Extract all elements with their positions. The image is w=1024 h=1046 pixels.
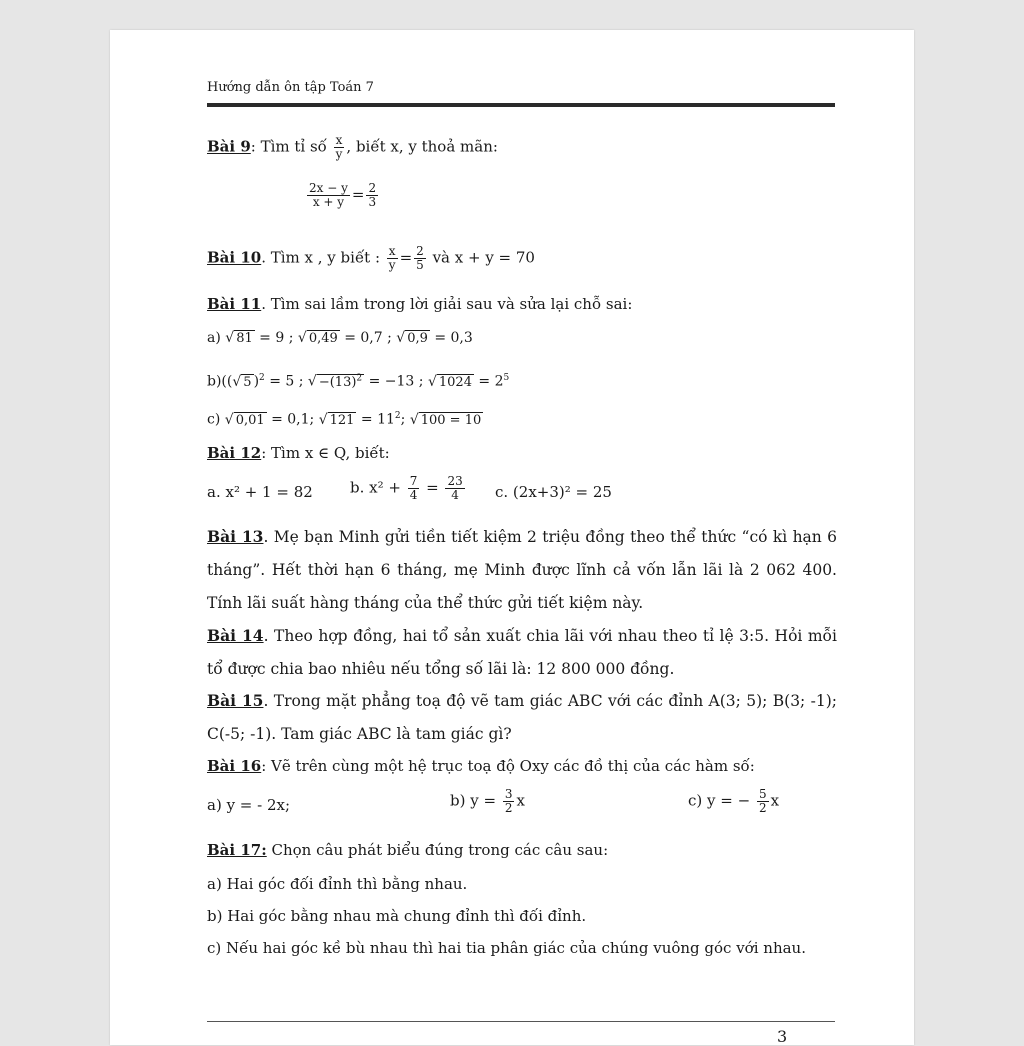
problem-16-item-a: a) y = - 2x; xyxy=(207,796,291,814)
item-b-prefix: b) y = xyxy=(450,791,501,810)
problem-13 xyxy=(207,520,837,620)
sqrt-0-9-result: = 0,3 xyxy=(429,330,473,346)
denominator: 4 xyxy=(409,488,418,502)
fraction-5-2 xyxy=(757,788,769,815)
fraction-7-4 xyxy=(408,475,420,502)
problem-9-text-b: , biết x, y thoả mãn: xyxy=(346,137,498,156)
numerator: 7 xyxy=(409,474,418,488)
variable: x xyxy=(770,791,780,810)
problem-9 xyxy=(207,134,498,161)
problem-10 xyxy=(207,245,535,272)
sqrt-neg-13-squared: √ $-(13)^2$ xyxy=(307,373,363,390)
sqrt-1024-result: = 2 xyxy=(473,373,504,390)
problem-10-lhs-fraction xyxy=(387,245,398,272)
item-a-prefix: a) xyxy=(207,330,226,346)
ratio-fraction xyxy=(334,134,345,161)
problem-17-label: Bài 17: xyxy=(207,841,267,859)
sqrt-5-result: = 5 ; xyxy=(264,373,308,390)
denominator: 2 xyxy=(758,801,767,815)
problem-10-rhs-fraction xyxy=(414,245,426,272)
radicand: 81 xyxy=(236,331,253,346)
lhs-denominator: x + y xyxy=(312,195,345,209)
rhs-numerator: 2 xyxy=(368,181,377,195)
sqrt-121: √ 121 xyxy=(318,411,355,428)
problem-9-label: Bài 9 xyxy=(207,137,251,156)
exponent: 2 xyxy=(259,373,265,383)
problem-9-text-a: : Tìm tỉ số xyxy=(250,137,332,156)
exponent: 2 xyxy=(394,411,401,421)
page-number: 3 xyxy=(777,1027,788,1046)
header-title: Hướng dẫn ôn tập Toán 7 xyxy=(207,80,374,95)
problem-11-label: Bài 11 xyxy=(207,295,262,313)
fraction-23-4 xyxy=(445,475,464,502)
lhs-numerator: 2x − y xyxy=(309,181,348,195)
item-b-prefix: b. x² + xyxy=(350,478,406,497)
problem-11-item-c xyxy=(207,406,483,431)
document-page xyxy=(110,30,914,1045)
exponent: 5 xyxy=(503,373,510,383)
separator: ; xyxy=(400,411,410,428)
problem-17-option-b: b) Hai góc bằng nhau mà chung đỉnh thì đối đỉnh. xyxy=(207,907,587,925)
radicand: 0,01 xyxy=(235,412,265,428)
rhs-denominator: 5 xyxy=(416,258,424,272)
problem-13-label: Bài 13 xyxy=(207,527,264,546)
problem-16-item-b xyxy=(450,788,525,815)
problem-17 xyxy=(207,840,608,860)
denominator: 4 xyxy=(451,488,459,502)
sqrt-1024: √ 1024 xyxy=(427,373,472,390)
problem-14-label: Bài 14 xyxy=(207,626,264,645)
sqrt-81: √ 81 xyxy=(225,330,253,346)
sqrt-0-9: √ 0,9 xyxy=(396,330,428,346)
radicand: 100 = 10 xyxy=(420,412,482,428)
exponent: 2 xyxy=(356,373,363,384)
equals-sign: = xyxy=(351,185,365,204)
problem-14-text: . Theo hợp đồng, hai tổ sản xuất chia lãi với nhau theo tỉ lệ 3:5. Hỏi mỗi tổ được chia bao nhiêu nếu tổng số lãi là: 12 800 000 đồng. xyxy=(207,627,837,678)
sqrt-neg-13-result: = −13 ; xyxy=(364,373,428,390)
numerator: 23 xyxy=(447,474,463,488)
problem-16-text: : Vẽ trên cùng một hệ trục toạ độ Oxy các đồ thị của các hàm số: xyxy=(261,757,755,775)
radicand xyxy=(317,374,364,390)
sqrt-121-result: = 11 xyxy=(356,411,395,428)
problem-12 xyxy=(207,443,390,463)
sqrt-0-49-result: = 0,7 ; xyxy=(339,330,397,346)
problem-15-text: . Trong mặt phẳng toạ độ vẽ tam giác ABC với các đỉnh A(3; 5); B(3; -1); C(-5; -1). Tam giác ABC là tam giác gì? xyxy=(207,692,838,743)
equals-sign: = xyxy=(421,478,444,497)
problem-15-label: Bài 15 xyxy=(207,691,264,710)
problem-16-label: Bài 16 xyxy=(207,757,262,775)
problem-11 xyxy=(207,294,632,314)
problem-12-item-c: c. (2x+3)² = 25 xyxy=(495,483,612,501)
close-paren: ) xyxy=(253,373,260,390)
item-c-prefix: c) y = − xyxy=(688,791,755,810)
problem-17-option-c: c) Nếu hai góc kề bù nhau thì hai tia phân giác của chúng vuông góc với nhau. xyxy=(207,939,806,957)
ratio-denominator: y xyxy=(335,147,343,161)
problem-12-item-b xyxy=(350,475,467,502)
problem-11-item-a xyxy=(207,328,473,349)
problem-12-text: : Tìm x ∈ Q, biết: xyxy=(261,444,390,462)
sqrt-0-01: √ 0,01 xyxy=(224,411,265,428)
problem-11-text: . Tìm sai lầm trong lời giải sau và sửa lại chỗ sai: xyxy=(261,295,633,313)
radicand: 0,9 xyxy=(407,331,428,346)
rhs-numerator: 2 xyxy=(416,244,424,258)
problem-17-option-a: a) Hai góc đối đỉnh thì bằng nhau. xyxy=(207,875,468,893)
denominator: 2 xyxy=(504,801,513,815)
item-c-prefix: c) xyxy=(207,411,225,428)
sqrt-0-01-result: = 0,1; xyxy=(266,411,319,428)
equation-rhs-fraction xyxy=(366,182,378,209)
sqrt-81-result: = 9 ; xyxy=(254,330,298,346)
problem-13-text: . Mẹ bạn Minh gửi tiền tiết kiệm 2 triệu đồng theo thể thức “có kì hạn 6 tháng”. Hết thời hạn 6 tháng, mẹ Minh được lĩnh cả vốn lẫn lãi là 2 062 400. Tính lãi suất hàng tháng của thể thức gửi tiết kiệm này. xyxy=(207,528,838,612)
header-rule xyxy=(207,103,835,107)
radicand: 5 xyxy=(243,374,252,390)
rhs-denominator: 3 xyxy=(368,195,377,209)
problem-14 xyxy=(207,619,837,686)
problem-9-equation xyxy=(305,182,380,209)
item-b-prefix: b)(( xyxy=(207,373,233,390)
fraction-3-2 xyxy=(503,788,515,815)
radicand: 1024 xyxy=(438,374,472,390)
problem-12-item-a: a. x² + 1 = 82 xyxy=(207,483,313,501)
problem-12-label: Bài 12 xyxy=(207,444,262,462)
equation-lhs-fraction xyxy=(307,182,350,209)
problem-10-label: Bài 10 xyxy=(207,248,262,267)
equals-sign: = xyxy=(399,248,413,267)
ratio-numerator: x xyxy=(335,133,343,147)
sqrt-5: √ 5 xyxy=(232,373,252,390)
radicand-base: −(13) xyxy=(318,374,357,390)
sqrt-0-49: √ 0,49 xyxy=(297,330,338,346)
problem-17-text: Chọn câu phát biểu đúng trong các câu sau: xyxy=(266,841,609,859)
radicand: 121 xyxy=(329,412,355,428)
lhs-numerator: x xyxy=(388,244,396,258)
footer-rule xyxy=(207,1021,835,1022)
lhs-denominator: y xyxy=(388,258,396,272)
radicand: 0,49 xyxy=(308,331,338,346)
problem-10-text-a: . Tìm x , y biết : xyxy=(261,248,385,267)
problem-11-item-b xyxy=(207,368,509,393)
numerator: 3 xyxy=(504,787,513,801)
problem-10-text-b: và x + y = 70 xyxy=(427,248,535,267)
numerator: 5 xyxy=(758,787,767,801)
sqrt-100: √ 100 = 10 xyxy=(409,411,482,428)
problem-16-item-c xyxy=(688,788,779,815)
variable: x xyxy=(516,791,525,810)
problem-15 xyxy=(207,684,837,751)
problem-16 xyxy=(207,756,755,776)
